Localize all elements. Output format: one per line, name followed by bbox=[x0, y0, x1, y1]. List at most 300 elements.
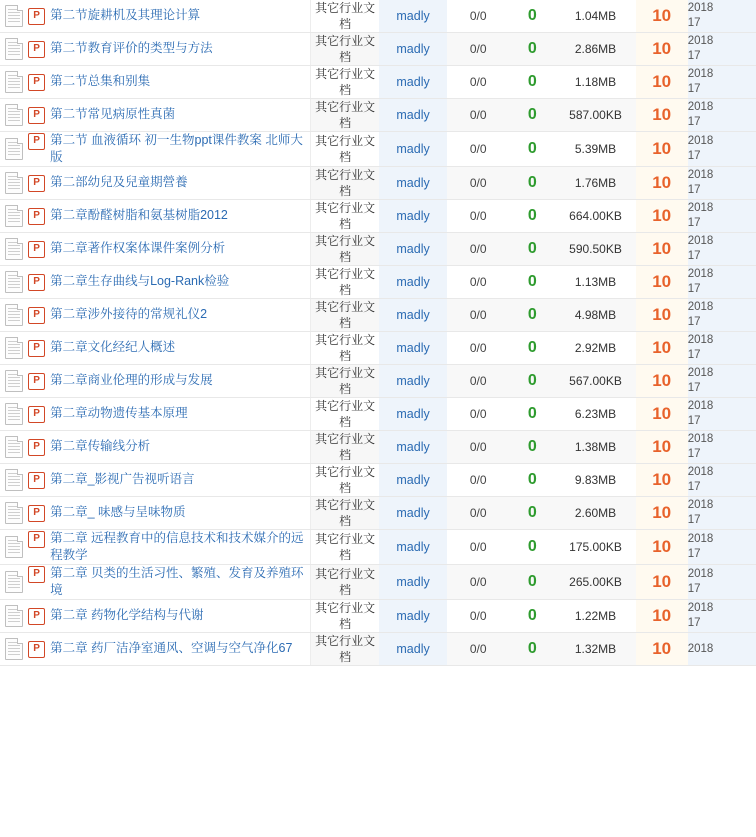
date-line-2: 17 bbox=[687, 184, 701, 196]
ppt-icon: P bbox=[28, 107, 45, 124]
ratio-cell: 0/0 bbox=[447, 66, 509, 99]
document-title-link[interactable]: 第二节总集和别集 bbox=[50, 74, 151, 88]
ppt-icon: P bbox=[28, 74, 45, 91]
downloads-cell: 0 bbox=[509, 431, 555, 464]
uploader-link[interactable]: madly bbox=[396, 242, 430, 256]
date-line-1: 2018 bbox=[687, 169, 714, 181]
uploader-link[interactable]: madly bbox=[396, 108, 430, 122]
filesize-cell: 1.18MB bbox=[555, 66, 635, 99]
row-select-cell[interactable] bbox=[0, 33, 28, 66]
downloads-cell: 0 bbox=[509, 497, 555, 530]
document-title-cell bbox=[28, 233, 311, 266]
category-cell: 其它行业文档 bbox=[311, 167, 379, 200]
row-select-cell[interactable] bbox=[0, 0, 28, 33]
date-cell bbox=[688, 233, 756, 266]
date-line-1: 2018 bbox=[687, 334, 714, 346]
document-title-link[interactable]: 第二章 药厂洁净室通风、空调与空气净化67 bbox=[50, 641, 293, 655]
document-icon bbox=[5, 172, 23, 194]
document-title-cell bbox=[28, 266, 311, 299]
uploader-link[interactable]: madly bbox=[396, 407, 430, 421]
document-icon bbox=[5, 304, 23, 326]
filesize-cell: 265.00KB bbox=[555, 565, 635, 600]
category-cell: 其它行业文档 bbox=[311, 200, 379, 233]
downloads-cell: 0 bbox=[509, 99, 555, 132]
filesize-cell: 590.50KB bbox=[555, 233, 635, 266]
date-line-1: 2018 bbox=[687, 568, 714, 580]
points-cell: 10 bbox=[636, 600, 688, 633]
document-title-cell bbox=[28, 200, 311, 233]
ratio-cell: 0/0 bbox=[447, 167, 509, 200]
document-icon bbox=[5, 469, 23, 491]
document-title-cell bbox=[28, 99, 311, 132]
uploader-link[interactable]: madly bbox=[396, 540, 430, 554]
uploader-cell bbox=[379, 132, 447, 167]
document-title-link[interactable]: 第二章酚醛树脂和氨基树脂2012 bbox=[50, 208, 228, 222]
document-title-cell bbox=[28, 530, 311, 565]
downloads-cell: 0 bbox=[509, 464, 555, 497]
table-row[interactable] bbox=[0, 233, 756, 266]
downloads-cell: 0 bbox=[509, 398, 555, 431]
uploader-link[interactable]: madly bbox=[396, 575, 430, 589]
row-select-cell[interactable] bbox=[0, 167, 28, 200]
document-title-cell bbox=[28, 365, 311, 398]
date-cell bbox=[688, 431, 756, 464]
date-cell bbox=[688, 299, 756, 332]
ratio-cell: 0/0 bbox=[447, 99, 509, 132]
filesize-cell: 1.22MB bbox=[555, 600, 635, 633]
downloads-cell: 0 bbox=[509, 200, 555, 233]
filesize-cell: 5.39MB bbox=[555, 132, 635, 167]
uploader-cell bbox=[379, 497, 447, 530]
document-title-link[interactable]: 第二章 远程教育中的信息技术和技术媒介的远程教学 bbox=[50, 531, 304, 562]
date-line-1: 2018 bbox=[687, 499, 714, 511]
category-cell: 其它行业文档 bbox=[311, 497, 379, 530]
document-icon bbox=[5, 238, 23, 260]
ratio-cell: 0/0 bbox=[447, 0, 509, 33]
row-select-cell[interactable] bbox=[0, 633, 28, 666]
date-cell bbox=[688, 365, 756, 398]
document-icon bbox=[5, 536, 23, 558]
table-row[interactable] bbox=[0, 464, 756, 497]
uploader-link[interactable]: madly bbox=[396, 142, 430, 156]
date-line-2: 17 bbox=[687, 50, 701, 62]
points-cell: 10 bbox=[636, 299, 688, 332]
table-row[interactable] bbox=[0, 332, 756, 365]
filesize-cell: 175.00KB bbox=[555, 530, 635, 565]
date-cell bbox=[688, 66, 756, 99]
row-select-cell[interactable] bbox=[0, 565, 28, 600]
date-cell bbox=[688, 633, 756, 666]
ratio-cell: 0/0 bbox=[447, 497, 509, 530]
document-icon bbox=[5, 571, 23, 593]
category-cell: 其它行业文档 bbox=[311, 600, 379, 633]
downloads-cell: 0 bbox=[509, 332, 555, 365]
document-title-link[interactable]: 第二章_影视广告视听语言 bbox=[50, 472, 195, 486]
date-line-1: 2018 bbox=[687, 35, 714, 47]
date-line-1: 2018 bbox=[687, 642, 714, 655]
ppt-icon: P bbox=[28, 208, 45, 225]
points-cell: 10 bbox=[636, 132, 688, 167]
uploader-cell bbox=[379, 66, 447, 99]
date-line-2: 17 bbox=[687, 250, 701, 262]
points-cell: 10 bbox=[636, 266, 688, 299]
uploader-cell bbox=[379, 431, 447, 464]
date-line-1: 2018 bbox=[687, 602, 714, 614]
date-cell bbox=[688, 565, 756, 600]
ppt-icon: P bbox=[28, 8, 45, 25]
uploader-link[interactable]: madly bbox=[396, 75, 430, 89]
category-cell: 其它行业文档 bbox=[311, 299, 379, 332]
downloads-cell: 0 bbox=[509, 233, 555, 266]
document-icon bbox=[5, 337, 23, 359]
filesize-cell: 1.32MB bbox=[555, 633, 635, 666]
date-line-2: 17 bbox=[687, 448, 701, 460]
table-row[interactable] bbox=[0, 66, 756, 99]
date-line-2: 17 bbox=[687, 83, 701, 95]
uploader-cell bbox=[379, 332, 447, 365]
downloads-cell: 0 bbox=[509, 633, 555, 666]
uploader-link[interactable]: madly bbox=[396, 473, 430, 487]
document-title-cell bbox=[28, 167, 311, 200]
ppt-icon: P bbox=[28, 505, 45, 522]
downloads-cell: 0 bbox=[509, 132, 555, 167]
table-row[interactable] bbox=[0, 33, 756, 66]
uploader-cell bbox=[379, 299, 447, 332]
category-cell: 其它行业文档 bbox=[311, 99, 379, 132]
ppt-icon: P bbox=[28, 175, 45, 192]
filesize-cell: 9.83MB bbox=[555, 464, 635, 497]
date-cell bbox=[688, 167, 756, 200]
uploader-cell bbox=[379, 99, 447, 132]
uploader-link[interactable]: madly bbox=[396, 374, 430, 388]
uploader-cell bbox=[379, 565, 447, 600]
category-cell: 其它行业文档 bbox=[311, 66, 379, 99]
date-line-1: 2018 bbox=[687, 533, 714, 545]
document-icon bbox=[5, 138, 23, 160]
document-icon bbox=[5, 205, 23, 227]
points-cell: 10 bbox=[636, 633, 688, 666]
uploader-cell bbox=[379, 600, 447, 633]
filesize-cell: 1.13MB bbox=[555, 266, 635, 299]
document-icon bbox=[5, 403, 23, 425]
filesize-cell: 1.38MB bbox=[555, 431, 635, 464]
document-title-link[interactable]: 第二章_ 味感与呈味物质 bbox=[50, 505, 186, 519]
uploader-link[interactable]: madly bbox=[396, 209, 430, 223]
ratio-cell: 0/0 bbox=[447, 633, 509, 666]
filesize-cell: 1.76MB bbox=[555, 167, 635, 200]
points-cell: 10 bbox=[636, 233, 688, 266]
ratio-cell: 0/0 bbox=[447, 33, 509, 66]
date-line-1: 2018 bbox=[687, 466, 714, 478]
document-title-cell bbox=[28, 565, 311, 600]
date-line-2: 17 bbox=[687, 217, 701, 229]
document-icon bbox=[5, 271, 23, 293]
ratio-cell: 0/0 bbox=[447, 299, 509, 332]
ppt-icon: P bbox=[28, 439, 45, 456]
table-row[interactable] bbox=[0, 132, 756, 167]
filesize-cell: 587.00KB bbox=[555, 99, 635, 132]
table-row[interactable] bbox=[0, 633, 756, 666]
row-select-cell[interactable] bbox=[0, 497, 28, 530]
document-title-cell bbox=[28, 66, 311, 99]
uploader-link[interactable]: madly bbox=[396, 440, 430, 454]
points-cell: 10 bbox=[636, 530, 688, 565]
uploader-link[interactable]: madly bbox=[396, 642, 430, 656]
category-cell: 其它行业文档 bbox=[311, 398, 379, 431]
date-line-1: 2018 bbox=[687, 101, 714, 113]
document-title-cell bbox=[28, 398, 311, 431]
uploader-cell bbox=[379, 266, 447, 299]
table-row[interactable] bbox=[0, 299, 756, 332]
row-select-cell[interactable] bbox=[0, 200, 28, 233]
category-cell: 其它行业文档 bbox=[311, 233, 379, 266]
ppt-icon: P bbox=[28, 406, 45, 423]
category-cell: 其它行业文档 bbox=[311, 132, 379, 167]
ppt-icon: P bbox=[28, 472, 45, 489]
document-icon bbox=[5, 436, 23, 458]
table-row[interactable] bbox=[0, 99, 756, 132]
date-line-2: 17 bbox=[687, 415, 701, 427]
row-select-cell[interactable] bbox=[0, 132, 28, 167]
row-select-cell[interactable] bbox=[0, 398, 28, 431]
filesize-cell: 2.92MB bbox=[555, 332, 635, 365]
uploader-link[interactable]: madly bbox=[396, 275, 430, 289]
category-cell: 其它行业文档 bbox=[311, 633, 379, 666]
document-title-cell bbox=[28, 600, 311, 633]
category-cell: 其它行业文档 bbox=[311, 565, 379, 600]
document-title-cell bbox=[28, 132, 311, 167]
document-title-link[interactable]: 第二部幼兒及兒童期營養 bbox=[50, 175, 188, 189]
row-select-cell[interactable] bbox=[0, 99, 28, 132]
document-icon bbox=[5, 38, 23, 60]
points-cell: 10 bbox=[636, 365, 688, 398]
table-row[interactable] bbox=[0, 0, 756, 33]
ppt-icon: P bbox=[28, 373, 45, 390]
downloads-cell: 0 bbox=[509, 299, 555, 332]
date-cell bbox=[688, 332, 756, 365]
table-row[interactable] bbox=[0, 565, 756, 600]
uploader-cell bbox=[379, 633, 447, 666]
row-select-cell[interactable] bbox=[0, 233, 28, 266]
date-cell bbox=[688, 497, 756, 530]
document-title-link[interactable]: 第二章 贝类的生活习性、繁殖、发育及养殖环境 bbox=[50, 566, 304, 597]
uploader-link[interactable]: madly bbox=[396, 341, 430, 355]
date-line-1: 2018 bbox=[687, 135, 714, 147]
document-title-link[interactable]: 第二章商业伦理的形成与发展 bbox=[50, 373, 213, 387]
points-cell: 10 bbox=[636, 497, 688, 530]
category-cell: 其它行业文档 bbox=[311, 530, 379, 565]
date-line-2: 17 bbox=[687, 17, 701, 29]
date-line-2: 17 bbox=[687, 283, 701, 295]
ratio-cell: 0/0 bbox=[447, 464, 509, 497]
row-select-cell[interactable] bbox=[0, 464, 28, 497]
ratio-cell: 0/0 bbox=[447, 233, 509, 266]
date-cell bbox=[688, 530, 756, 565]
document-title-link[interactable]: 第二章传输线分析 bbox=[50, 439, 151, 453]
row-select-cell[interactable] bbox=[0, 431, 28, 464]
uploader-cell bbox=[379, 233, 447, 266]
document-title-link[interactable]: 第二章涉外接待的常规礼仪2 bbox=[50, 307, 208, 321]
uploader-link[interactable]: madly bbox=[396, 176, 430, 190]
table-row[interactable] bbox=[0, 167, 756, 200]
ppt-icon: P bbox=[28, 133, 45, 150]
downloads-cell: 0 bbox=[509, 530, 555, 565]
uploader-link[interactable]: madly bbox=[396, 609, 430, 623]
ratio-cell: 0/0 bbox=[447, 530, 509, 565]
uploader-cell bbox=[379, 398, 447, 431]
uploader-cell bbox=[379, 167, 447, 200]
date-cell bbox=[688, 200, 756, 233]
table-row[interactable] bbox=[0, 365, 756, 398]
date-line-1: 2018 bbox=[687, 235, 714, 247]
table-row[interactable] bbox=[0, 530, 756, 565]
uploader-link[interactable]: madly bbox=[396, 506, 430, 520]
ppt-icon: P bbox=[28, 274, 45, 291]
document-title-link[interactable]: 第二章动物遗传基本原理 bbox=[50, 406, 188, 420]
row-select-cell[interactable] bbox=[0, 66, 28, 99]
table-row[interactable] bbox=[0, 266, 756, 299]
date-cell bbox=[688, 398, 756, 431]
date-cell bbox=[688, 464, 756, 497]
date-line-1: 2018 bbox=[687, 367, 714, 379]
date-line-1: 2018 bbox=[687, 301, 714, 313]
points-cell: 10 bbox=[636, 332, 688, 365]
date-cell bbox=[688, 600, 756, 633]
row-select-cell[interactable] bbox=[0, 365, 28, 398]
date-line-1: 2018 bbox=[687, 400, 714, 412]
ratio-cell: 0/0 bbox=[447, 365, 509, 398]
ratio-cell: 0/0 bbox=[447, 431, 509, 464]
points-cell: 10 bbox=[636, 33, 688, 66]
date-line-2: 17 bbox=[687, 481, 701, 493]
date-line-1: 2018 bbox=[687, 433, 714, 445]
date-line-2: 17 bbox=[687, 548, 701, 560]
date-cell bbox=[688, 132, 756, 167]
document-title-link[interactable]: 第二章 药物化学结构与代谢 bbox=[50, 608, 204, 622]
document-title-link[interactable]: 第二节教育评价的类型与方法 bbox=[50, 41, 213, 55]
row-select-cell[interactable] bbox=[0, 530, 28, 565]
date-line-2: 17 bbox=[687, 349, 701, 361]
ratio-cell: 0/0 bbox=[447, 266, 509, 299]
points-cell: 10 bbox=[636, 565, 688, 600]
ppt-icon: P bbox=[28, 566, 45, 583]
document-title-cell bbox=[28, 633, 311, 666]
table-row[interactable] bbox=[0, 497, 756, 530]
date-line-2: 17 bbox=[687, 316, 701, 328]
ppt-icon: P bbox=[28, 531, 45, 548]
date-line-1: 2018 bbox=[687, 268, 714, 280]
downloads-cell: 0 bbox=[509, 365, 555, 398]
filesize-cell: 664.00KB bbox=[555, 200, 635, 233]
ppt-icon: P bbox=[28, 41, 45, 58]
document-title-cell bbox=[28, 332, 311, 365]
document-title-link[interactable]: 第二节旋耕机及其理论计算 bbox=[50, 8, 201, 22]
ratio-cell: 0/0 bbox=[447, 398, 509, 431]
ratio-cell: 0/0 bbox=[447, 132, 509, 167]
points-cell: 10 bbox=[636, 464, 688, 497]
date-line-1: 2018 bbox=[687, 202, 714, 214]
category-cell: 其它行业文档 bbox=[311, 266, 379, 299]
row-select-cell[interactable] bbox=[0, 332, 28, 365]
points-cell: 10 bbox=[636, 431, 688, 464]
document-icon bbox=[5, 104, 23, 126]
ratio-cell: 0/0 bbox=[447, 565, 509, 600]
category-cell: 其它行业文档 bbox=[311, 33, 379, 66]
filesize-cell: 6.23MB bbox=[555, 398, 635, 431]
document-title-cell bbox=[28, 431, 311, 464]
downloads-cell: 0 bbox=[509, 66, 555, 99]
points-cell: 10 bbox=[636, 200, 688, 233]
date-cell bbox=[688, 266, 756, 299]
table-row[interactable] bbox=[0, 431, 756, 464]
date-line-2: 17 bbox=[687, 382, 701, 394]
date-line-2: 17 bbox=[687, 583, 701, 595]
points-cell: 10 bbox=[636, 0, 688, 33]
document-title-cell bbox=[28, 33, 311, 66]
ppt-icon: P bbox=[28, 307, 45, 324]
filesize-cell: 4.98MB bbox=[555, 299, 635, 332]
row-select-cell[interactable] bbox=[0, 299, 28, 332]
date-line-2: 17 bbox=[687, 116, 701, 128]
uploader-cell bbox=[379, 464, 447, 497]
ratio-cell: 0/0 bbox=[447, 332, 509, 365]
uploader-cell bbox=[379, 530, 447, 565]
ratio-cell: 0/0 bbox=[447, 200, 509, 233]
document-title-link[interactable]: 第二节 血液循环 初一生物ppt课件教案 北师大版 bbox=[50, 133, 303, 164]
row-select-cell[interactable] bbox=[0, 600, 28, 633]
ppt-icon: P bbox=[28, 641, 45, 658]
uploader-cell bbox=[379, 200, 447, 233]
document-title-cell bbox=[28, 0, 311, 33]
filesize-cell: 567.00KB bbox=[555, 365, 635, 398]
document-icon bbox=[5, 5, 23, 27]
uploader-cell bbox=[379, 365, 447, 398]
date-line-1: 2018 bbox=[687, 68, 714, 80]
uploader-cell bbox=[379, 33, 447, 66]
document-title-link[interactable]: 第二章文化经纪人概述 bbox=[50, 340, 176, 354]
category-cell: 其它行业文档 bbox=[311, 0, 379, 33]
downloads-cell: 0 bbox=[509, 600, 555, 633]
ppt-icon: P bbox=[28, 241, 45, 258]
category-cell: 其它行业文档 bbox=[311, 365, 379, 398]
filesize-cell: 2.60MB bbox=[555, 497, 635, 530]
row-select-cell[interactable] bbox=[0, 266, 28, 299]
date-cell bbox=[688, 0, 756, 33]
ppt-icon: P bbox=[28, 340, 45, 357]
uploader-cell bbox=[379, 0, 447, 33]
uploader-link[interactable]: madly bbox=[396, 9, 430, 23]
document-title-link[interactable]: 第二章著作权案体课件案例分析 bbox=[50, 241, 226, 255]
document-icon bbox=[5, 638, 23, 660]
document-title-cell bbox=[28, 299, 311, 332]
points-cell: 10 bbox=[636, 66, 688, 99]
document-title-link[interactable]: 第二章生存曲线与Log-Rank检验 bbox=[50, 274, 230, 288]
date-cell bbox=[688, 99, 756, 132]
document-title-link[interactable]: 第二节常见病原性真菌 bbox=[50, 107, 176, 121]
filesize-cell: 2.86MB bbox=[555, 33, 635, 66]
ppt-icon: P bbox=[28, 608, 45, 625]
document-icon bbox=[5, 71, 23, 93]
table-row[interactable] bbox=[0, 200, 756, 233]
document-icon bbox=[5, 605, 23, 627]
uploader-link[interactable]: madly bbox=[396, 308, 430, 322]
downloads-cell: 0 bbox=[509, 565, 555, 600]
table-row[interactable] bbox=[0, 398, 756, 431]
uploader-link[interactable]: madly bbox=[396, 42, 430, 56]
table-row[interactable] bbox=[0, 600, 756, 633]
date-cell bbox=[688, 33, 756, 66]
filesize-cell: 1.04MB bbox=[555, 0, 635, 33]
